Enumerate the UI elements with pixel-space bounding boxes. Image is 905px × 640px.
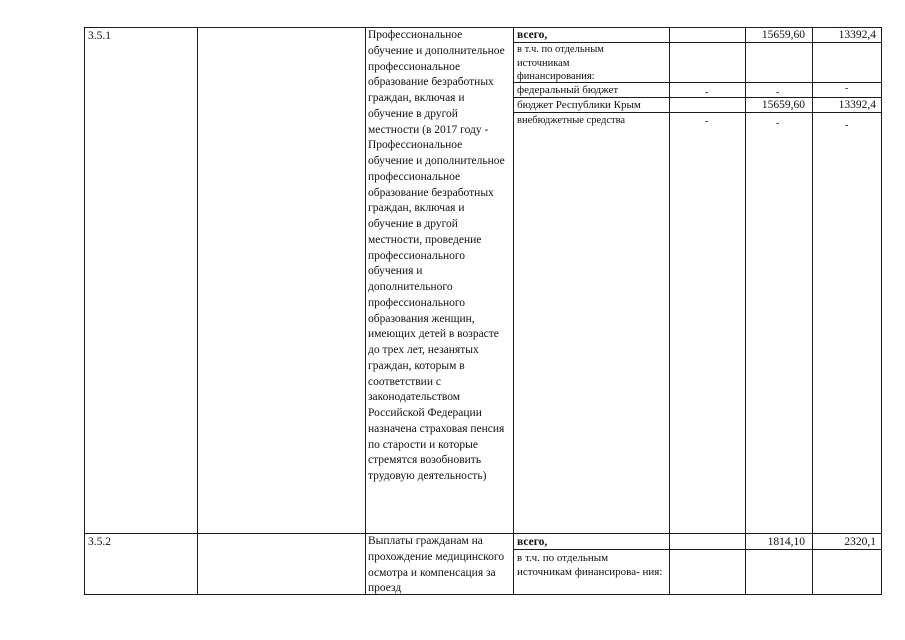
column-border-5 <box>745 27 746 595</box>
extrabudgetary-value-b: - <box>776 118 780 129</box>
federal-value-a: - <box>705 87 709 98</box>
total-value-1: 1814,10 <box>767 536 805 548</box>
column-border-2 <box>365 27 366 595</box>
extrabudgetary-value-a: - <box>705 116 709 127</box>
source-regional-budget-label: бюджет Республики Крым <box>517 99 641 111</box>
source-extrabudgetary-label: внебюджетные средства <box>517 115 626 126</box>
source-breakdown-label: в т.ч. по отдельным источникам финансирова- ния: <box>517 552 663 578</box>
federal-value-b: - <box>776 87 780 98</box>
source-total-label: всего, <box>517 536 548 548</box>
column-border-3 <box>513 27 514 595</box>
column-border-6 <box>812 27 813 595</box>
row-divider-vsego-2 <box>513 549 882 550</box>
extrabudgetary-value-c: - <box>845 120 849 131</box>
row-code: 3.5.1 <box>88 30 111 42</box>
regional-budget-value-2: 13392,4 <box>838 99 876 111</box>
table-right-border <box>881 27 882 595</box>
total-value-1: 15659,60 <box>761 29 805 41</box>
total-value-2: 2320,1 <box>844 536 876 548</box>
source-total-label: всего, <box>517 29 548 41</box>
source-federal-label: федеральный бюджет <box>517 84 619 96</box>
row-divider-federal-1 <box>513 97 882 98</box>
row-code: 3.5.2 <box>88 536 111 548</box>
row-divider-budget-1 <box>513 112 882 113</box>
row-description: Выплаты гражданам на прохождение медицинского осмотра и компенсация за проезд <box>368 535 505 595</box>
total-value-2: 13392,4 <box>838 29 876 41</box>
column-border-1 <box>197 27 198 595</box>
column-border-4 <box>669 27 670 595</box>
federal-value-c: - <box>845 83 849 94</box>
source-breakdown-label: в т.ч. по отдельным источникам финансирования: <box>517 44 604 82</box>
row-description: Профессиональное обучение и дополнительное профессиональное образование безработных граждан, включая и обучение в другой местности (в 2017 году - Профессиональное обучение и дополнительное профессиональное образование безработных граждан, включая и обучение в другой местности, проведение профессионального обучения и дополнительного профессионального образования женщин, имеющих детей в возрасте до трех лет, незанятых граждан, которым в соответствии с законодательством Российской Федерации назначена страховая пенсия по старости и которые стремятся возобновить трудовую деятельность) <box>368 29 505 482</box>
regional-budget-value-1: 15659,60 <box>761 99 805 111</box>
table-left-border <box>84 27 85 595</box>
